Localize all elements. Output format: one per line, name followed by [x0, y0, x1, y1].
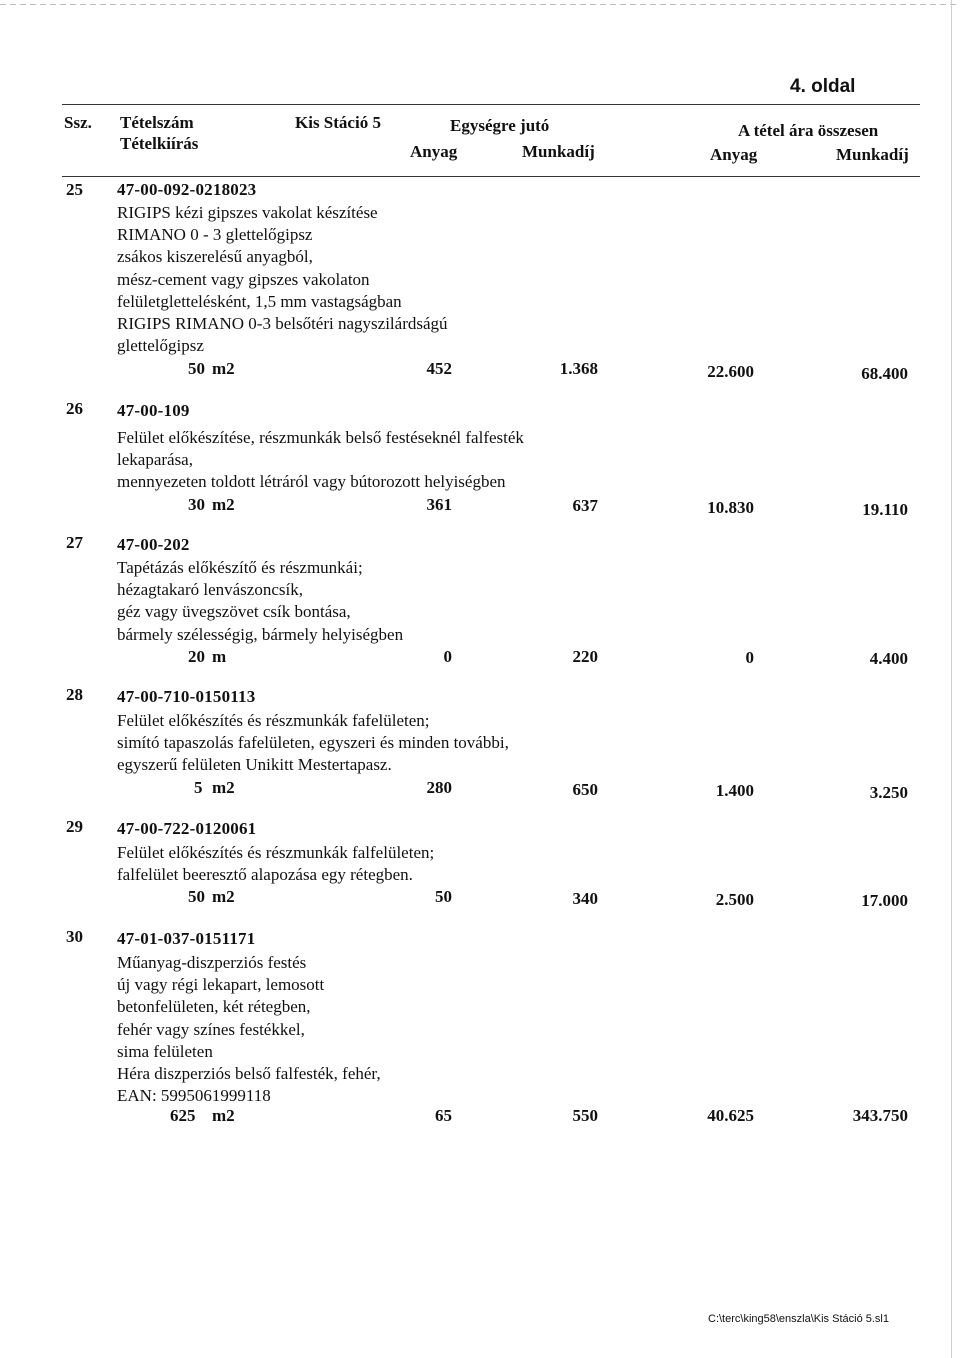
header-rule: [62, 176, 920, 177]
quantity: 5: [194, 778, 203, 797]
header-total-title: A tétel ára összesen: [738, 121, 879, 140]
header-col-code: Tételszám: [120, 113, 194, 132]
total-labor: 343.750: [852, 1106, 908, 1125]
total-material: 10.830: [707, 498, 754, 517]
header-project: Kis Stáció 5: [295, 113, 381, 132]
header-total-labor: Munkadíj: [836, 145, 909, 164]
item-number: 25: [66, 180, 83, 199]
description-line: géz vagy üvegszövet csík bontása,: [117, 602, 351, 622]
description-line: hézagtakaró lenvászoncsík,: [117, 580, 303, 600]
total-labor: 4.400: [869, 649, 908, 668]
item-quantity-line: [60, 647, 920, 669]
item-description: [117, 842, 434, 886]
header-unit-price-title: Egységre jutó: [450, 116, 550, 135]
item-quantity-line: [60, 887, 920, 909]
header-total-material: Anyag: [710, 145, 758, 164]
description-line: falfelület beeresztő alapozása egy rétegben.: [117, 865, 413, 885]
item-description: [117, 952, 381, 1107]
item-number: 28: [66, 685, 83, 704]
header-col-desc: Tételkiírás: [120, 134, 199, 153]
description-line: RIGIPS kézi gipszes vakolat készítése: [117, 203, 378, 222]
description-line: új vagy régi lekapart, lemosott: [117, 975, 325, 995]
item-quantity-line: [60, 778, 920, 800]
header-unit-material: Anyag: [410, 142, 458, 161]
description-line: sima felületen: [117, 1041, 213, 1061]
unit-material: 0: [443, 647, 452, 666]
item-code: 47-00-722-0120061: [117, 819, 257, 838]
description-line: Felület előkészítése, részmunkák belső festéseknél falfesték: [117, 428, 524, 447]
description-line: glettelőgipsz: [117, 336, 204, 356]
unit-material: 280: [426, 778, 452, 797]
item-quantity-line: [60, 495, 920, 517]
description-line: Héra diszperziós belső falfesték, fehér,: [117, 1064, 381, 1084]
unit-material: 452: [426, 359, 452, 378]
total-labor: 3.250: [869, 783, 908, 802]
item-description: [117, 710, 509, 777]
description-line: Műanyag-diszperziós festés: [117, 953, 307, 972]
top-rule: [62, 104, 920, 105]
description-line: egyszerű felületen Unikitt Mestertapasz.: [117, 755, 392, 775]
item-number: 27: [66, 533, 83, 552]
unit-material: 361: [426, 495, 452, 514]
item-description: [117, 202, 448, 357]
total-labor: 68.400: [861, 364, 908, 383]
quantity: 50: [188, 887, 205, 906]
page-number: 4. oldal: [790, 76, 856, 97]
item-code: 47-01-037-0151171: [117, 929, 256, 948]
item-number: 26: [66, 399, 83, 418]
item-number: 30: [66, 927, 83, 946]
unit: m2: [212, 359, 235, 378]
description-line: RIMANO 0 - 3 glettelőgipsz: [117, 225, 313, 245]
unit: m2: [212, 495, 235, 514]
item-code: 47-00-092-0218023: [117, 180, 257, 199]
unit-labor: 650: [572, 780, 598, 799]
total-material: 40.625: [707, 1106, 754, 1125]
unit: m2: [212, 1106, 235, 1125]
description-line: betonfelületen, két rétegben,: [117, 997, 311, 1017]
total-material: 2.500: [715, 890, 754, 909]
item-code: 47-00-202: [117, 535, 190, 554]
unit: m2: [212, 887, 235, 906]
total-material: 22.600: [707, 362, 754, 381]
unit-labor: 1.368: [559, 359, 598, 378]
quantity: 625: [170, 1106, 196, 1125]
description-line: EAN: 5995061999118: [117, 1086, 271, 1106]
item-code: 47-00-109: [117, 401, 190, 420]
unit-material: 50: [435, 887, 452, 906]
description-line: simító tapaszolás fafelületen, egyszeri és minden további,: [117, 733, 509, 753]
item-description: [117, 557, 403, 646]
unit-material: 65: [435, 1106, 452, 1125]
unit-labor: 220: [572, 647, 598, 666]
description-line: mennyezeten toldott létráról vagy bútorozott helyiségben: [117, 472, 506, 492]
unit: m2: [212, 778, 235, 797]
item-description: [117, 427, 524, 494]
item-quantity-line: [60, 1106, 920, 1128]
scan-edge-right: [951, 0, 952, 1358]
description-line: Felület előkészítés és részmunkák fafelületen;: [117, 711, 430, 730]
total-material: 1.400: [715, 781, 754, 800]
description-line: felületglettelésként, 1,5 mm vastagságban: [117, 291, 402, 311]
description-line: Tapétázás előkészítő és részmunkái;: [117, 558, 363, 577]
item-number: 29: [66, 817, 83, 836]
description-line: bármely szélességig, bármely helyiségben: [117, 624, 404, 644]
item-code: 47-00-710-0150113: [117, 687, 256, 706]
item-quantity-line: [60, 359, 920, 381]
total-material: 0: [745, 648, 754, 667]
description-line: fehér vagy színes festékkel,: [117, 1019, 305, 1039]
description-line: RIGIPS RIMANO 0-3 belsőtéri nagyszilárdságú: [117, 314, 448, 334]
description-line: Felület előkészítés és részmunkák falfelületen;: [117, 843, 435, 862]
description-line: mész-cement vagy gipszes vakolaton: [117, 269, 370, 289]
unit-labor: 550: [572, 1106, 598, 1125]
unit-labor: 340: [572, 889, 598, 908]
quantity: 50: [188, 359, 205, 378]
quantity: 20: [188, 647, 205, 666]
unit-labor: 637: [572, 496, 598, 515]
total-labor: 19.110: [862, 500, 908, 519]
unit: m: [212, 647, 227, 666]
footer-file-path: C:\terc\king58\enszla\Kis Stáció 5.sl1: [708, 1313, 889, 1325]
quantity: 30: [188, 495, 205, 514]
header-col-no: Ssz.: [64, 113, 92, 132]
total-labor: 17.000: [861, 891, 908, 910]
header-unit-labor: Munkadíj: [522, 142, 595, 161]
description-line: zsákos kiszerelésű anyagból,: [117, 247, 313, 267]
description-line: lekaparása,: [117, 450, 193, 470]
scan-edge-top: [0, 4, 960, 5]
